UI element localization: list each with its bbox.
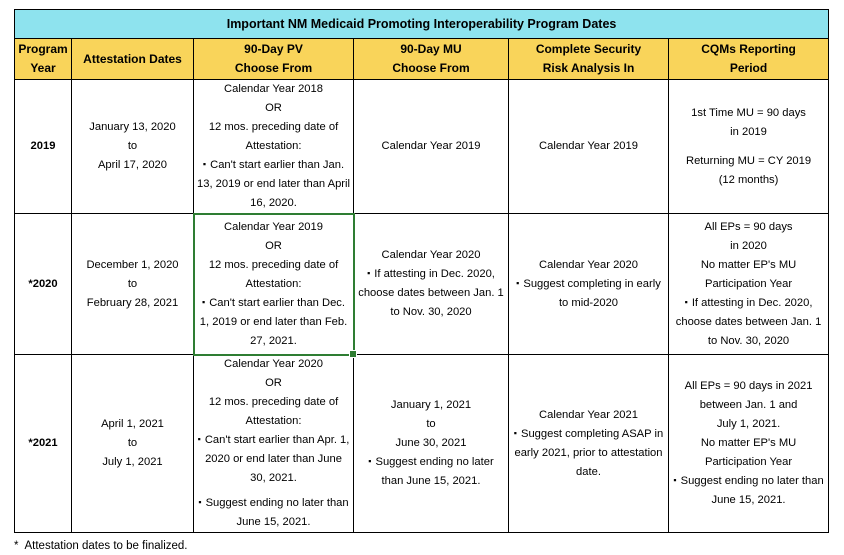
cell-line: OR [265, 377, 282, 389]
cell-line: Attestation: [245, 277, 302, 290]
cell-line: April 1, 2021 [101, 418, 164, 430]
cell-line: to [127, 437, 138, 449]
cell-line: Participation Year [705, 277, 793, 290]
bullet-item [197, 156, 350, 213]
bullet-item [197, 294, 350, 351]
cell-line: Participation Year [705, 456, 793, 468]
cell-line: Calendar Year 2019 [539, 140, 638, 152]
program-year-cell[interactable]: 2019 [15, 80, 72, 214]
program-year-cell[interactable]: *2020 [15, 214, 72, 355]
cell-line: Returning MU = CY 2019 [685, 154, 812, 167]
pv-cell[interactable] [194, 355, 354, 533]
header-label: Year [30, 61, 56, 75]
header-security-risk[interactable] [509, 39, 669, 80]
bullet-item [357, 265, 505, 322]
cell-line: July 1, 2021 [102, 456, 163, 468]
bullet-text: ▪ Suggest completing in early to mid-2020 [512, 275, 665, 313]
cell-line: OR [265, 239, 282, 252]
security-cell[interactable] [509, 214, 669, 355]
cell-line: 12 mos. preceding date of [208, 121, 339, 133]
bullet-item [672, 294, 825, 351]
header-90-day-pv[interactable] [194, 39, 354, 80]
footnote-mark: * [14, 540, 19, 552]
bullet-item [197, 431, 350, 488]
cell-line: January 13, 2020 [89, 121, 176, 133]
footnote-text: Attestation dates to be finalized. [24, 540, 188, 552]
bullet-item [512, 425, 665, 482]
header-cqm-period[interactable] [669, 39, 829, 80]
mu-cell[interactable] [354, 214, 509, 355]
header-label: Program [18, 42, 68, 56]
cell-line: All EPs = 90 days in 2021 [684, 380, 813, 392]
cqm-cell[interactable] [669, 80, 829, 214]
cell-line: February 28, 2021 [86, 296, 179, 309]
cell-line: (12 months) [718, 173, 779, 186]
cell-line: All EPs = 90 days [704, 220, 793, 233]
security-cell[interactable] [509, 80, 669, 214]
attestation-dates-cell[interactable] [72, 80, 194, 214]
bullet-text: ▪ Suggest ending no later than June 15, 2021. [197, 494, 350, 532]
bullet-item [357, 453, 505, 491]
cell-line: Calendar Year 2020 [539, 258, 638, 271]
cell-line: 12 mos. preceding date of [208, 396, 339, 408]
table-row [15, 214, 829, 355]
cell-line: to [127, 277, 138, 290]
bullet-text: ▪ Suggest ending no later than June 15, 2021. [357, 453, 505, 491]
header-attestation-dates[interactable] [72, 39, 194, 80]
cell-line: Calendar Year 2021 [539, 408, 638, 421]
cell-line: Attestation: [245, 140, 302, 152]
cell-line: July 1, 2021. [716, 418, 781, 430]
pv-cell[interactable] [194, 214, 354, 355]
bullet-text: ▪ If attesting in Dec. 2020, choose dates between Jan. 1 to Nov. 30, 2020 [357, 265, 505, 322]
header-label: 90-Day PV [244, 42, 303, 56]
cell-line: to [127, 140, 138, 152]
mu-cell[interactable] [354, 355, 509, 533]
header-label: Complete Security [535, 42, 642, 56]
header-label: 90-Day MU [400, 42, 462, 56]
mu-cell[interactable] [354, 80, 509, 214]
cell-line: Calendar Year 2019 [381, 140, 481, 152]
security-cell[interactable] [509, 355, 669, 533]
table-title: Important NM Medicaid Promoting Interoperability Program Dates [15, 10, 829, 39]
cell-line: in 2020 [730, 239, 767, 252]
header-label: Choose From [234, 61, 313, 75]
cell-line: Calendar Year 2020 [381, 249, 481, 261]
attestation-dates-cell[interactable] [72, 355, 194, 533]
bullet-text: ▪ Suggest ending no later than June 15, 2021. [672, 472, 825, 510]
bullet-text: ▪ If attesting in Dec. 2020, choose dates between Jan. 1 to Nov. 30, 2020 [672, 294, 825, 351]
header-label: Attestation Dates [83, 51, 182, 66]
cell-line: between Jan. 1 and [699, 399, 798, 411]
fill-handle[interactable] [349, 350, 357, 358]
cell-line: January 1, 2021 [390, 399, 472, 411]
cell-line: 12 mos. preceding date of [208, 258, 339, 271]
bullet-item [672, 472, 825, 510]
cell-line: Calendar Year 2020 [224, 358, 323, 370]
bullet-text: ▪ Can't start earlier than Dec. 1, 2019 or end later than Feb. 27, 2021. [197, 294, 350, 351]
cell-line: No matter EP's MU [700, 437, 797, 449]
header-label: Choose From [392, 61, 470, 75]
cell-line: OR [265, 102, 282, 114]
bullet-text: ▪ Can't start earlier than Apr. 1, 2020 or end later than June 30, 2021. [197, 431, 350, 488]
cell-line: to [426, 418, 436, 430]
bullet-text: ▪ Suggest completing ASAP in early 2021, prior to attestation date. [512, 425, 665, 482]
cell-line: June 30, 2021 [395, 437, 467, 449]
table-row [15, 355, 829, 533]
cell-line: Attestation: [245, 415, 302, 427]
bullet-item [512, 275, 665, 313]
header-label: CQMs Reporting [701, 42, 796, 56]
cell-line: April 17, 2020 [97, 159, 168, 171]
header-90-day-mu[interactable] [354, 39, 509, 80]
cqm-cell[interactable] [669, 214, 829, 355]
cell-line: Calendar Year 2019 [224, 220, 323, 233]
cqm-cell[interactable] [669, 355, 829, 533]
cell-line: in 2019 [730, 125, 767, 138]
header-label: Risk Analysis In [542, 61, 635, 75]
cell-line [672, 142, 825, 152]
bullet-item [197, 494, 350, 532]
program-year-cell[interactable]: *2021 [15, 355, 72, 533]
cell-line: Calendar Year 2018 [224, 83, 323, 95]
cell-line: December 1, 2020 [86, 258, 179, 271]
header-program-year[interactable] [15, 39, 72, 80]
cell-line: 1st Time MU = 90 days [691, 106, 806, 119]
table-row [15, 80, 829, 214]
header-label: Period [729, 61, 768, 75]
program-dates-table [14, 9, 829, 533]
bullet-text: ▪ Can't start earlier than Jan. 13, 2019 or end later than April 16, 2020. [197, 156, 350, 213]
pv-cell[interactable] [194, 80, 354, 214]
cell-line: No matter EP's MU [700, 258, 797, 271]
attestation-dates-cell[interactable] [72, 214, 194, 355]
footnote [14, 540, 188, 552]
